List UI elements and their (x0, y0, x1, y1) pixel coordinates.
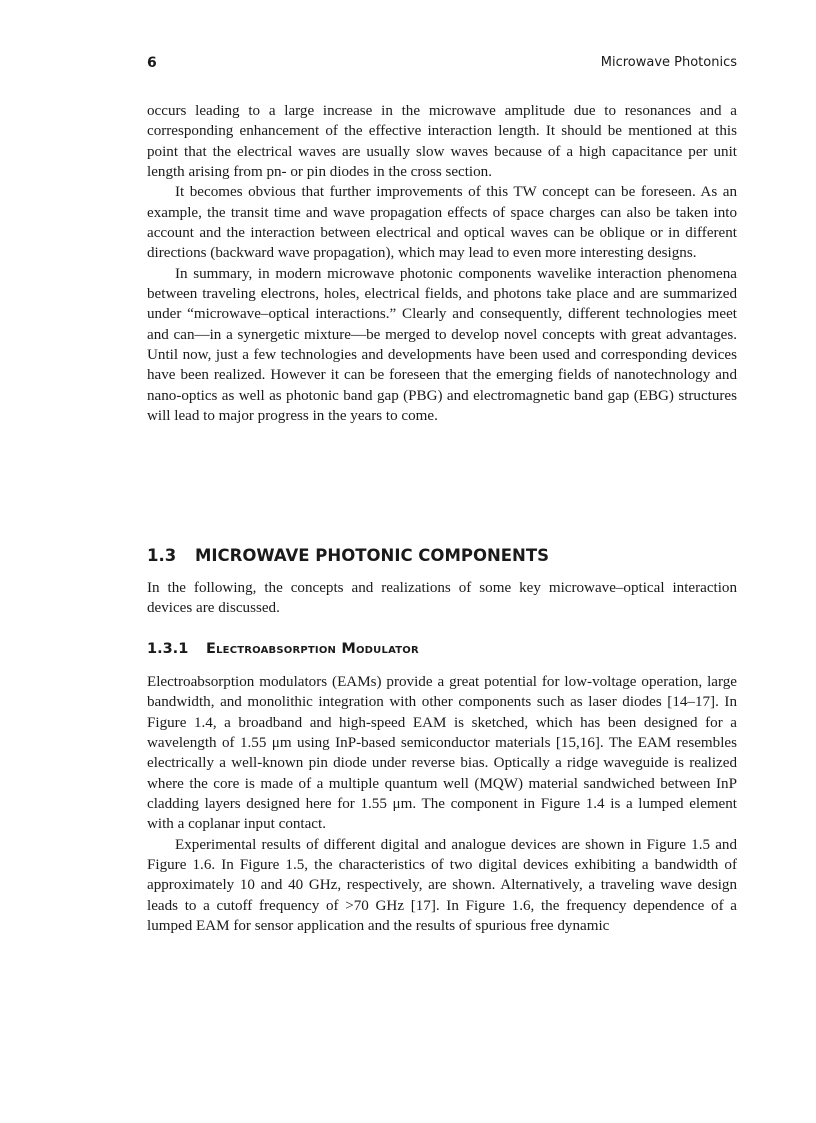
subsection-text-block (147, 672, 737, 936)
section-heading (147, 546, 737, 565)
running-header (147, 55, 737, 75)
body-paragraph: In summary, in modern microwave photonic components wavelike interaction phenomena between traveling electrons, holes, electrical fields, and photons take place and are summarized under “microwave–optical interactions.” Clearly and consequently, different technologies meet and can—in a synergetic mixture—be merged to develop novel concepts with great advantages. Until now, just a few technologies and developments have been used and corresponding devices have been realized. However it can be foreseen that the emerging fields of nanotechnology and nano-optics as well as photonic band gap (PBG) and electromagnetic band gap (EBG) structures will lead to major progress in the years to come. (147, 265, 737, 425)
subsection-heading (147, 641, 737, 657)
subsection-title: Electroabsorption Modulator (206, 641, 419, 657)
body-paragraph: Electroabsorption modulators (EAMs) provide a great potential for low-voltage operation, large bandwidth, and monolithic integration with other components such as laser diodes [14–17]. In Figure 1.4, a broadband and high-speed EAM is sketched, which has been designed for a wavelength of 1.55 μm using InP-based semiconductor materials [15,16]. The EAM resembles electrically a well-known pin diode under reverse bias. Optically a ridge waveguide is realized where the core is made of a multiple quantum well (MQW) material sandwiched between InP cladding layers designed here for 1.55 μm. The component in Figure 1.4 is a lumped element with a coplanar input contact. (147, 674, 737, 833)
intro-text-block (147, 101, 737, 427)
body-paragraph: occurs leading to a large increase in the microwave amplitude due to resonances and a corresponding enhancement of the effective interaction length. It should be mentioned at this point that the electrical waves are usually slow waves because of a high capacitance per unit length arising from pn- or pin diodes in the cross section. (147, 103, 737, 181)
subsection-number: 1.3.1 (147, 641, 189, 657)
body-paragraph: Experimental results of different digital and analogue devices are shown in Figure 1.5 and Figure 1.6. In Figure 1.5, the characteristics of two digital devices exhibiting a bandwidth of approximately 10 and 40 GHz, respectively, are shown. Alternatively, a traveling wave design leads to a cutoff frequency of >70 GHz [17]. In Figure 1.6, the frequency dependence of a lumped EAM for sensor application and the results of spurious free dynamic (147, 836, 737, 935)
page-number: 6 (147, 55, 157, 71)
section-number: 1.3 (147, 546, 177, 565)
section-intro-block (147, 578, 737, 619)
body-paragraph: It becomes obvious that further improvements of this TW concept can be foreseen. As an example, the transit time and wave propagation effects of space charges can also be taken into account and the interaction between electrical and optical waves can be oblique or in different directions (backward wave propagation), which may lead to even more interesting designs. (147, 184, 737, 262)
section-title: MICROWAVE PHOTONIC COMPONENTS (195, 546, 550, 565)
running-title: Microwave Photonics (600, 55, 737, 70)
body-paragraph: In the following, the concepts and realizations of some key microwave–optical interaction devices are discussed. (147, 580, 737, 617)
